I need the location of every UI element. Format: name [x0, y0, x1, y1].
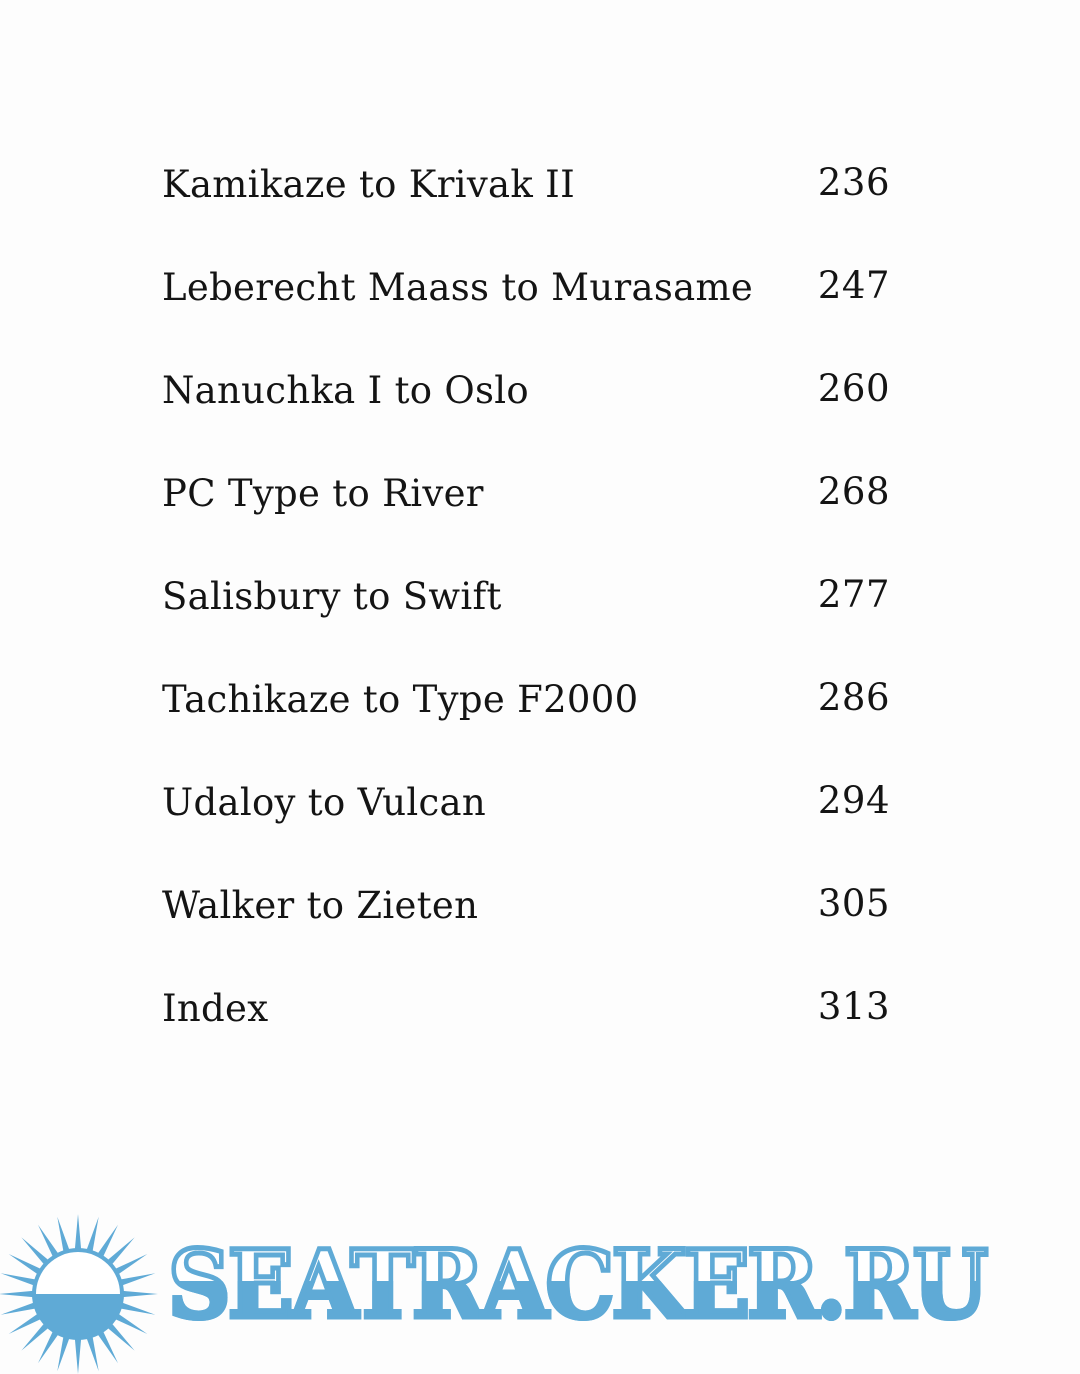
watermark	[0, 1214, 1080, 1374]
toc-entry-page: 286	[817, 676, 890, 719]
sun-icon	[0, 1214, 170, 1374]
toc-entry-page: 268	[817, 470, 890, 513]
toc-entry	[162, 665, 902, 768]
sun-upper-half	[36, 1252, 120, 1294]
sun-ray	[107, 1323, 135, 1351]
sun-ray	[0, 1291, 34, 1297]
toc-entry-title: Salisbury to Swift	[162, 575, 502, 618]
sun-ray	[38, 1330, 59, 1363]
sun-ray	[107, 1237, 135, 1265]
toc-entry	[162, 974, 902, 1077]
sun-ray	[114, 1254, 147, 1275]
sun-ray	[9, 1313, 42, 1334]
sun-ray	[75, 1214, 81, 1250]
sun-ray	[1, 1302, 37, 1314]
table-of-contents	[162, 150, 902, 1077]
toc-entry-page: 236	[817, 161, 890, 204]
toc-entry	[162, 871, 902, 974]
toc-entry-title: Index	[162, 987, 269, 1030]
toc-entry-title: PC Type to River	[162, 472, 484, 515]
toc-entry	[162, 562, 902, 665]
toc-entry-title: Walker to Zieten	[162, 884, 479, 927]
sun-ray	[86, 1336, 98, 1372]
toc-entry	[162, 459, 902, 562]
toc-entry-page: 305	[817, 882, 890, 925]
sun-ray	[114, 1313, 147, 1334]
toc-entry-page: 247	[817, 264, 890, 307]
toc-entry-title: Udaloy to Vulcan	[162, 781, 487, 824]
watermark-text: SEATRACKER.RU	[168, 1230, 986, 1340]
sun-ray	[97, 1330, 118, 1363]
toc-entry-title: Leberecht Maass to Murasame	[162, 266, 754, 309]
sun-ray	[9, 1254, 42, 1275]
sun-ray	[97, 1225, 118, 1258]
toc-entry-page: 294	[817, 779, 890, 822]
sun-ray	[57, 1217, 69, 1253]
sun-ray	[75, 1338, 81, 1374]
sun-ray	[21, 1323, 49, 1351]
toc-entry-title: Kamikaze to Krivak II	[162, 163, 575, 206]
sun-ray	[122, 1291, 158, 1297]
toc-entry-page: 313	[817, 985, 890, 1028]
sun-ray	[21, 1237, 49, 1265]
toc-entry-page: 260	[817, 367, 890, 410]
sun-ray	[57, 1336, 69, 1372]
sun-ray	[120, 1302, 156, 1314]
toc-entry	[162, 768, 902, 871]
toc-entry-title: Nanuchka I to Oslo	[162, 369, 529, 412]
sun-ray	[120, 1273, 156, 1285]
toc-entry	[162, 356, 902, 459]
toc-entry	[162, 253, 902, 356]
toc-entry-title: Tachikaze to Type F2000	[162, 678, 639, 721]
sun-ray	[38, 1225, 59, 1258]
toc-entry-page: 277	[817, 573, 890, 616]
sun-ray	[86, 1217, 98, 1253]
sun-ray	[1, 1273, 37, 1285]
toc-entry	[162, 150, 902, 253]
